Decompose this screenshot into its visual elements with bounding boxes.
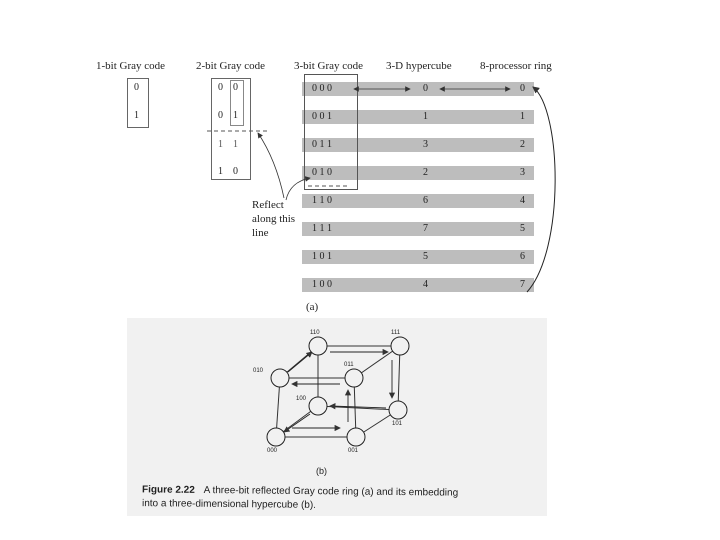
reflect-note-line: Reflect (252, 199, 284, 211)
ring-cell: 0 (520, 83, 525, 94)
ring-cell: 2 (520, 139, 525, 150)
ring-cell: 3 (520, 167, 525, 178)
two-bit-code: 1 (233, 110, 238, 121)
node-label: 110 (310, 330, 320, 336)
node-label: 001 (348, 448, 359, 454)
ring-wrap-arrow (527, 87, 555, 292)
header-1bit: 1-bit Gray code (96, 60, 166, 72)
node-label: 101 (392, 421, 403, 427)
two-bit-code: 1 (218, 166, 223, 177)
hypercube-cell: 3 (423, 139, 428, 150)
ring-cell: 1 (520, 111, 525, 122)
cube-node (347, 428, 365, 446)
cube-node (345, 369, 363, 387)
two-bit-code: 1 (218, 139, 223, 150)
caption-line-1: A three-bit reflected Gray code ring (a) and its embedding (203, 484, 459, 499)
ring-cell: 6 (520, 251, 525, 262)
cube-node (267, 428, 285, 446)
gray-code-cell: 0 1 1 (312, 139, 332, 150)
ring-cell: 7 (520, 279, 525, 290)
caption-figure-number: Figure 2.22 (141, 484, 195, 496)
node-label: 000 (267, 448, 278, 454)
one-bit-code: 1 (134, 110, 139, 121)
two-bit-code: 1 (233, 139, 238, 150)
cube-node (391, 337, 409, 355)
ring-path-arrow (288, 352, 312, 372)
gray-code-cell: 0 0 1 (312, 111, 332, 122)
two-bit-code: 0 (233, 82, 238, 93)
gray-code-cell: 1 0 1 (312, 251, 332, 262)
hypercube-cell: 4 (423, 279, 428, 290)
cube-node (271, 369, 289, 387)
node-label: 111 (391, 330, 401, 336)
hypercube-cell: 0 (423, 83, 428, 94)
header-ring: 8-processor ring (480, 60, 552, 72)
gray-code-cell: 1 0 0 (312, 279, 332, 290)
caption-line-2: into a three-dimensional hypercube (b). (141, 498, 317, 511)
ring-path-arrow (284, 414, 310, 432)
gray-code-cell: 0 0 0 (312, 83, 332, 94)
node-label: 010 (253, 368, 264, 374)
gray-code-cell: 1 1 0 (312, 195, 332, 206)
one-bit-code: 0 (134, 82, 139, 93)
ring-cell: 5 (520, 223, 525, 234)
hypercube-cell: 5 (423, 251, 428, 262)
hypercube-cell: 6 (423, 195, 428, 206)
two-bit-code: 0 (218, 110, 223, 121)
cube-edge (398, 346, 400, 410)
gray-code-cell: 1 1 1 (312, 223, 332, 234)
cube-node (309, 397, 327, 415)
node-label: 100 (296, 396, 307, 402)
reflect-note-line: line (252, 227, 269, 239)
header-hypercube: 3-D hypercube (386, 60, 452, 72)
node-label: 011 (344, 362, 354, 368)
reflect-note-line: along this (252, 213, 296, 225)
cube-node (389, 401, 407, 419)
label-b: (b) (316, 466, 327, 476)
gray-code-cell: 0 1 0 (312, 167, 332, 178)
two-bit-code: 0 (233, 166, 238, 177)
header-3bit: 3-bit Gray code (294, 60, 364, 72)
reflect-arrow-up (258, 133, 284, 198)
two-bit-code: 0 (218, 82, 223, 93)
ring-cell: 4 (520, 195, 525, 206)
cube-node (309, 337, 327, 355)
hypercube-cell: 7 (423, 223, 428, 234)
label-a: (a) (306, 301, 319, 313)
header-2bit: 2-bit Gray code (196, 60, 266, 72)
reflect-arrow-right (286, 178, 310, 200)
hypercube-cell: 1 (423, 111, 428, 122)
hypercube-cell: 2 (423, 167, 428, 178)
